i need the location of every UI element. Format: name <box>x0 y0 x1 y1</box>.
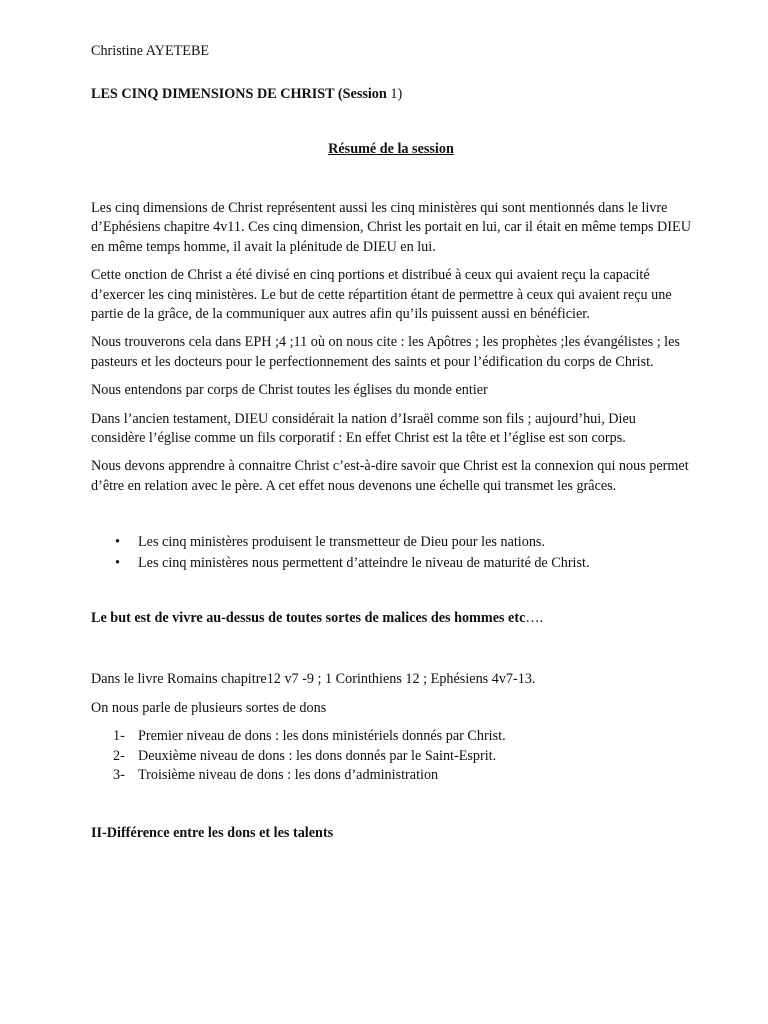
gift-level-text: Premier niveau de dons : les dons ministériels donnés par Christ. <box>138 728 506 745</box>
gift-level-item <box>91 727 691 747</box>
gift-level-text: Deuxième niveau de dons : les dons donnés par le Saint-Esprit. <box>138 747 497 764</box>
paragraph-intro-4: Nous entendons par corps de Christ toutes les églises du monde entier <box>91 382 488 399</box>
paragraph-intro-1: Les cinq dimensions de Christ représentent aussi les cinq ministères qui sont mentionnés dans le livre d’Ephésiens chapitre 4v11. Ces cinq dimension, Christ les portait en lui, car il était en même temps DIEU en même temps homme, il avait la plénitude de DIEU en lui. <box>91 200 691 255</box>
bullet-item <box>91 553 691 574</box>
scripture-references: Dans le livre Romains chapitre12 v7 -9 ; 1 Corinthiens 12 ; Ephésiens 4v7-13. <box>91 671 536 688</box>
bullet-list <box>91 532 691 574</box>
bullet-text: Les cinq ministères nous permettent d’atteindre le niveau de maturité de Christ. <box>138 555 590 572</box>
gift-level-item <box>91 747 691 767</box>
gift-level-number: 2- <box>113 747 125 764</box>
document-title <box>91 85 691 104</box>
section-heading: II-Différence entre les dons et les talents <box>91 824 334 841</box>
bullet-icon: • <box>115 534 120 551</box>
summary-heading: Résumé de la session <box>328 141 454 157</box>
paragraph-intro-3: Nous trouverons cela dans EPH ;4 ;11 où on nous cite : les Apôtres ; les prophètes ;les évangélistes ; les pasteurs et les docteurs pour le perfectionnement des saints et pour l’édification du corps de Christ. <box>91 334 680 370</box>
purpose-text: Le but est de vivre au-dessus de toutes sortes de malices des hommes etc <box>91 610 526 627</box>
bullet-item <box>91 532 691 553</box>
title-bold: LES CINQ DIMENSIONS DE CHRIST (Session <box>91 86 387 102</box>
purpose-statement <box>91 609 691 628</box>
gift-level-text: Troisième niveau de dons : les dons d’administration <box>138 767 439 784</box>
author-name: Christine AYETEBE <box>91 43 210 59</box>
gift-level-number: 3- <box>113 767 125 784</box>
paragraph-intro-6: Nous devons apprendre à connaitre Christ c’est-à-dire savoir que Christ est la connexion qui nous permet d’être en relation avec le père. A cet effet nous devenons une échelle qui transmet les grâces. <box>91 458 689 494</box>
gift-level-number: 1- <box>113 728 125 745</box>
document-page <box>91 42 691 843</box>
paragraph-intro-5: Dans l’ancien testament, DIEU considérait la nation d’Israël comme son fils ; aujourd’hui, Dieu considère l’église comme un fils corporatif : En effet Christ est la tête et l’église est son corps. <box>91 410 636 447</box>
bullet-text: Les cinq ministères produisent le transmetteur de Dieu pour les nations. <box>138 534 546 551</box>
gift-levels-list <box>91 727 691 786</box>
paragraph-intro-2: Cette onction de Christ a été divisé en cinq portions et distribué à ceux qui avaient reçu la capacité d’exercer les cinq ministères. Le but de cette répartition étant de permettre à ceux qui avaient reçu une partie de la grâce, de la communiquer aux autres afin qu’ils puissent aussi en bénéficier. <box>91 267 672 323</box>
purpose-ellipsis: …. <box>525 610 544 627</box>
title-rest: 1) <box>386 86 403 102</box>
gift-level-item <box>91 766 691 786</box>
gifts-intro: On nous parle de plusieurs sortes de dons <box>91 699 327 716</box>
bullet-icon: • <box>115 555 120 572</box>
